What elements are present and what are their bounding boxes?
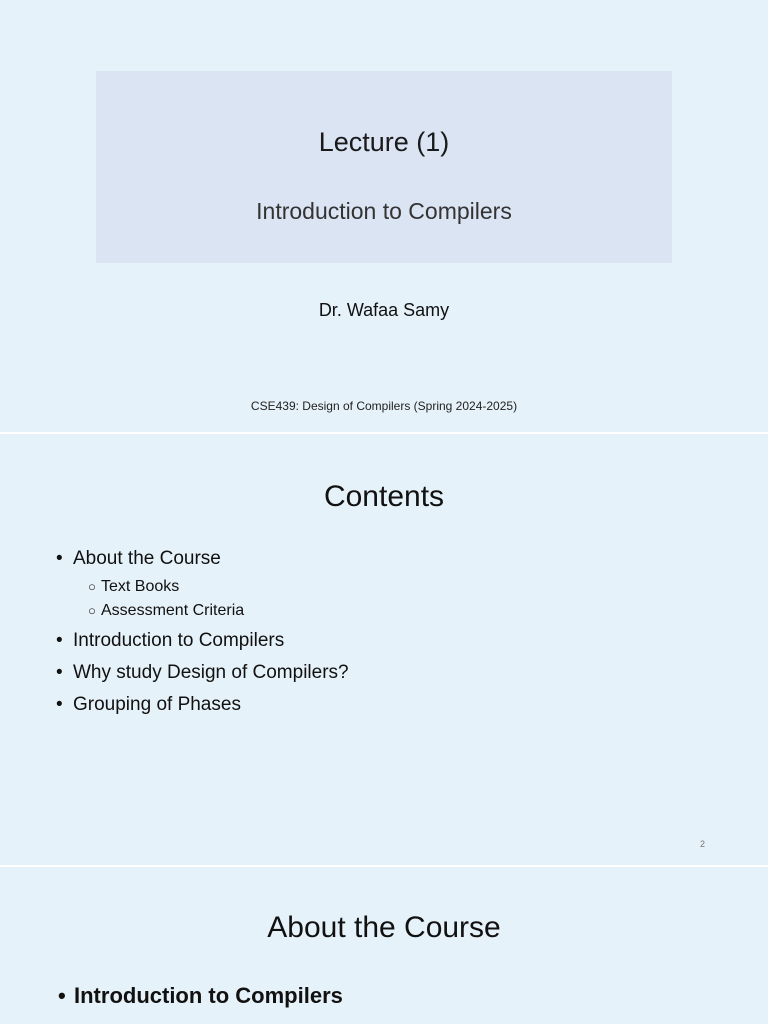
list-item [88, 578, 179, 596]
list-item-label: Introduction to Compilers [73, 630, 285, 651]
list-item-label: Text Books [101, 578, 180, 595]
list-item-label: Assessment Criteria [101, 602, 245, 619]
list-item-label: About the Course [73, 548, 221, 569]
bullet-icon: • [56, 548, 63, 569]
slide-2 [0, 434, 768, 865]
slide-heading: Contents [323, 480, 445, 513]
circle-bullet-icon: ○ [88, 579, 96, 594]
list-item [56, 662, 349, 684]
list-item [56, 694, 241, 716]
list-item [56, 548, 221, 570]
page-number: 2 [700, 839, 706, 849]
bullet-icon: • [56, 630, 63, 651]
lecture-title: Lecture (1) [318, 127, 450, 157]
slide-3 [0, 867, 768, 1024]
list-item [56, 630, 284, 652]
bullet-icon: • [58, 983, 66, 1008]
list-item-label: Grouping of Phases [73, 694, 241, 715]
list-item [88, 602, 244, 620]
circle-bullet-icon: ○ [88, 603, 96, 618]
bullet-icon: • [56, 694, 63, 715]
lecture-subtitle: Introduction to Compilers [256, 198, 512, 224]
title-box [96, 71, 672, 263]
list-item-label: Why study Design of Compilers? [73, 662, 349, 683]
author-name: Dr. Wafaa Samy [318, 300, 450, 320]
course-footer: CSE439: Design of Compilers (Spring 2024-2025) [250, 399, 518, 413]
list-item-label: Introduction to Compilers [74, 983, 343, 1008]
bullet-icon: • [56, 662, 63, 683]
slide-heading: About the Course [267, 911, 501, 944]
slide-1 [0, 0, 768, 432]
list-item [58, 983, 343, 1009]
